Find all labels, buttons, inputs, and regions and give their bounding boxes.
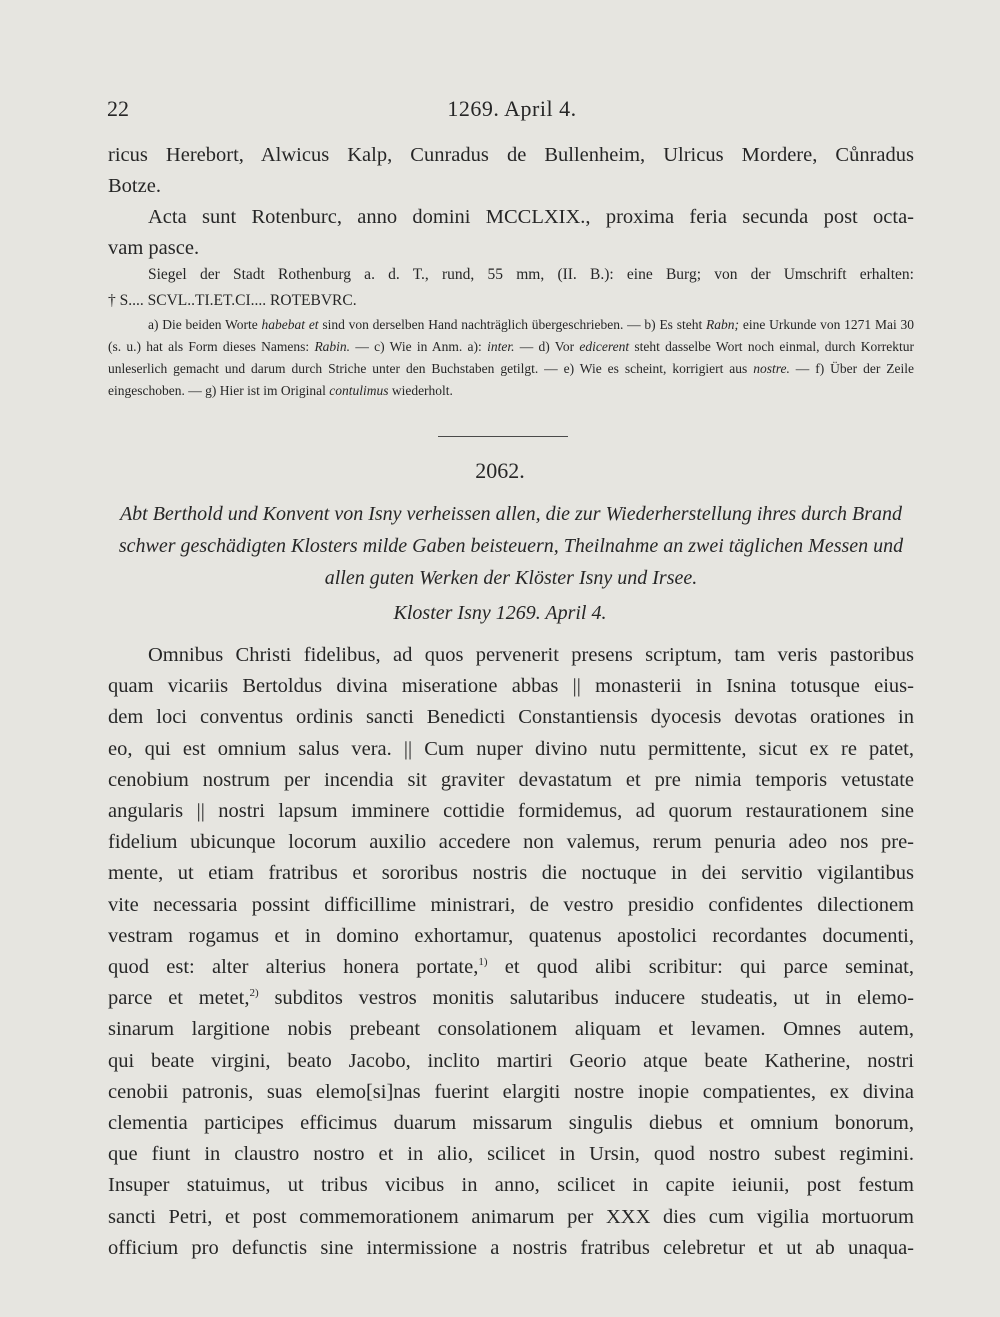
body-line: dem loci conventus ordinis sancti Benedicti Constantiensis dyocesis devotas orationes in <box>108 706 914 729</box>
seal-line: Siegel der Stadt Rothenburg a. d. T., rund, 55 mm, (II. B.): eine Burg; von der Umschrift erhalten: <box>148 266 914 283</box>
footnote-ref: 2) <box>249 987 259 1000</box>
body-line: Omnibus Christi fidelibus, ad quos pervenerit presens scriptum, tam veris pastoribus <box>148 644 914 666</box>
text-line: ricus Herebort, Alwicus Kalp, Cunradus de Bullenheim, Ulricus Mordere, Cůnradus <box>108 144 914 166</box>
footnote-c-term: inter. <box>487 339 515 354</box>
footnote-b-cont: eine Urkunde von 1271 Mai 30 (s. u.) hat als Form dieses Namens: <box>108 317 914 354</box>
footnote-f: — f) Über der Zeile eingeschoben. — g) Hier ist im Original <box>108 361 914 398</box>
body-line-part: quod est: alter alterius honera portate, <box>108 956 479 979</box>
previous-document-text <box>108 140 914 264</box>
document-origin: Kloster Isny 1269. April 4. <box>393 602 607 624</box>
document-regest: Abt Berthold und Konvent von Isny verheissen allen, die zur Wiederherstellung ihres durch Brand schwer geschädigten Klosters milde Gaben beisteuern, Theilnahme an zwei täglichen Messen und allen guten Werken der Klöster Isny und Irsee. <box>118 503 904 589</box>
text-line: Botze. <box>108 175 161 197</box>
body-line: fidelium ubicunque locorum auxilio accedere non valemus, rerum penuria adeo nos pre- <box>108 831 914 854</box>
document-body <box>108 640 914 1264</box>
body-line-part: et quod alibi scribitur: qui parce seminat, <box>487 956 914 979</box>
footnote-b-term2: Rabin. <box>314 339 351 354</box>
footnote-g-cont: wiederholt. <box>388 383 453 398</box>
body-line: angularis || nostri lapsum imminere cottidie formidemus, ad quorum restaurationem sine <box>108 800 914 823</box>
footnote-text <box>108 314 914 402</box>
footnote-b: sind von derselben Hand nachträglich übergeschrieben. — b) Es steht <box>318 317 707 332</box>
text-line: Acta sunt Rotenburc, anno domini MCCLXIX., proxima feria secunda post octa- <box>148 206 914 228</box>
body-line <box>108 952 914 983</box>
text-line: vam pasce. <box>108 237 200 259</box>
section-divider <box>438 436 568 437</box>
body-line <box>108 983 914 1014</box>
footnote-d-term: edicerent <box>579 339 630 354</box>
body-line: cenobii patronis, suas elemo[si]nas fuerint elargiti nostre inopie compatientes, ex divina <box>108 1080 914 1103</box>
body-line: mente, ut etiam fratribus et sororibus nostris die noctuque in dei servitio vigilantibus <box>108 862 914 885</box>
footnote-c: — c) Wie in Anm. a): <box>350 339 488 354</box>
body-line: sancti Petri, et post commemorationem animarum per XXX dies cum vigilia mortuorum <box>108 1205 914 1228</box>
body-line: qui beate virgini, beato Jacobo, inclito martiri Georio atque beate Katherine, nostri <box>108 1049 914 1072</box>
footnote-a: a) Die beiden Worte <box>148 317 262 332</box>
footnotes <box>108 314 914 402</box>
body-line: sinarum largitione nobis prebeant consolationem aliquam et levamen. Omnes autem, <box>108 1018 914 1041</box>
body-line: quam vicariis Bertoldus divina miseratione abbas || monasterii in Isnina totusque eius- <box>108 675 914 698</box>
footnote-e-term: nostre. <box>753 361 790 376</box>
body-line: vestram rogamus et in domino exhortamur, quatenus apostolici recordantes documenti, <box>108 924 914 947</box>
body-line: clementia participes efficimus duarum missarum singulis diebus et omnium bonorum, <box>108 1112 914 1135</box>
body-line: cenobium nostrum per incendia sit graviter devastatum et pre nimia temporis vetustate <box>108 768 914 791</box>
footnote-a-term: habebat et <box>261 317 319 332</box>
page-number: 22 <box>107 96 129 121</box>
footnote-d-cont: steht dasselbe Wort noch einmal, durch Korrektur unleserlich gemacht und darum durch Striche unter den Buchstaben getilgt. — e) Wie es scheint, korrigiert aus <box>108 339 914 376</box>
body-line-part: subditos vestros monitis salutaribus inducere studeatis, ut in elemo- <box>258 987 914 1010</box>
footnote-b-term: Rabn; <box>706 317 740 332</box>
document-number: 2062. <box>475 458 525 483</box>
page-header <box>107 96 917 132</box>
seal-description <box>108 262 914 314</box>
running-head: 1269. April 4. <box>447 96 577 121</box>
footnote-g-term: contulimus <box>329 383 389 398</box>
body-line: vite necessaria possint difficillime ministrari, de vestro presidio confidentes dilectionem <box>108 893 914 916</box>
seal-legend: † S.... SCVL..TI.ET.CI.... ROTEBVRC. <box>108 292 357 309</box>
body-line: officium pro defunctis sine intermissione a nostris fratribus celebretur et ut ab unaqua- <box>108 1236 914 1259</box>
body-line: Insuper statuimus, ut tribus vicibus in anno, scilicet in capite ieiunii, post festum <box>108 1174 914 1197</box>
footnote-ref: 1) <box>478 956 488 969</box>
body-line: eo, qui est omnium salus vera. || Cum nuper divino nutu permittente, sicut ex re patet, <box>108 737 914 760</box>
body-line-part: parce et metet, <box>108 987 250 1010</box>
footnote-d: — d) Vor <box>514 339 580 354</box>
body-line: que fiunt in claustro nostro et in alio, scilicet in Ursin, quod nostro subest regimini. <box>108 1143 914 1166</box>
